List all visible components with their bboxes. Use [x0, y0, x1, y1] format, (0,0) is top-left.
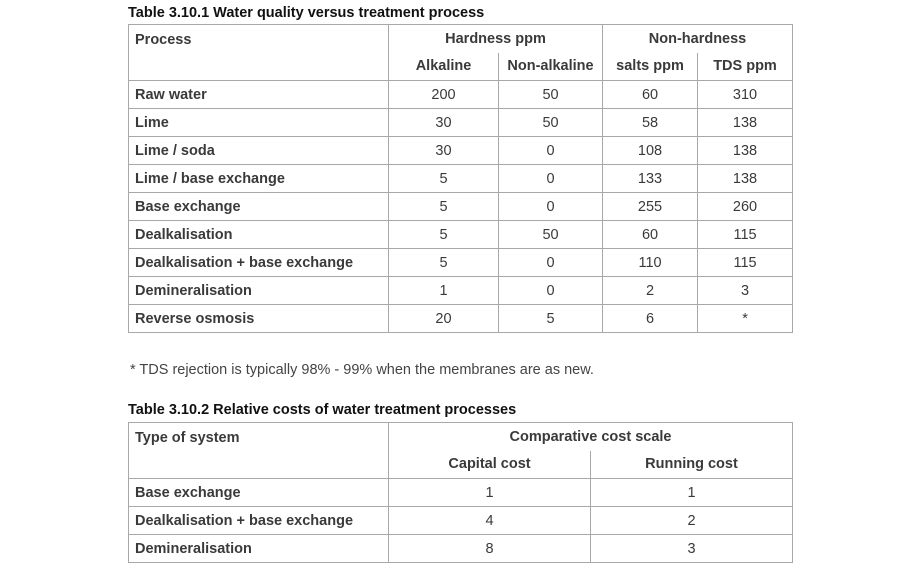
salts-cell: 110	[603, 249, 698, 277]
process-cell: Reverse osmosis	[129, 305, 389, 333]
tds-cell: *	[698, 305, 793, 333]
alkaline-cell: 5	[389, 221, 499, 249]
running-cost-header: Running cost	[591, 451, 793, 479]
table-row	[129, 305, 793, 333]
tds-cell: 260	[698, 193, 793, 221]
system-type-cell: Demineralisation	[129, 535, 389, 563]
table-row	[129, 507, 793, 535]
tds-cell: 138	[698, 165, 793, 193]
alkaline-cell: 200	[389, 81, 499, 109]
table-row	[129, 249, 793, 277]
process-cell: Demineralisation	[129, 277, 389, 305]
non-alkaline-cell: 0	[499, 193, 603, 221]
process-cell: Raw water	[129, 81, 389, 109]
process-cell: Lime / soda	[129, 137, 389, 165]
nonhardness-group-header: Non-hardness	[603, 25, 793, 53]
table-row	[129, 165, 793, 193]
alkaline-cell: 5	[389, 193, 499, 221]
non-alkaline-cell: 50	[499, 81, 603, 109]
capital-cost-header: Capital cost	[389, 451, 591, 479]
tds-cell: 115	[698, 221, 793, 249]
non-alkaline-cell: 50	[499, 221, 603, 249]
type-header: Type of system	[129, 423, 389, 479]
tds-cell: 310	[698, 81, 793, 109]
alkaline-cell: 1	[389, 277, 499, 305]
non-alkaline-cell: 0	[499, 165, 603, 193]
tds-cell: 3	[698, 277, 793, 305]
non-alkaline-header: Non-alkaline	[499, 53, 603, 81]
alkaline-cell: 30	[389, 137, 499, 165]
capital-cost-cell: 1	[389, 479, 591, 507]
salts-cell: 58	[603, 109, 698, 137]
non-alkaline-cell: 0	[499, 137, 603, 165]
salts-header: salts ppm	[603, 53, 698, 81]
non-alkaline-cell: 0	[499, 249, 603, 277]
tds-footnote: * TDS rejection is typically 98% - 99% when the membranes are as new.	[130, 362, 594, 378]
tds-header: TDS ppm	[698, 53, 793, 81]
relative-costs-table	[128, 422, 793, 563]
process-header: Process	[129, 25, 389, 81]
table-row	[129, 277, 793, 305]
alkaline-cell: 5	[389, 249, 499, 277]
salts-cell: 60	[603, 81, 698, 109]
running-cost-cell: 1	[591, 479, 793, 507]
cost-scale-header: Comparative cost scale	[389, 423, 793, 451]
process-cell: Lime / base exchange	[129, 165, 389, 193]
capital-cost-cell: 4	[389, 507, 591, 535]
salts-cell: 108	[603, 137, 698, 165]
process-cell: Lime	[129, 109, 389, 137]
process-cell: Base exchange	[129, 193, 389, 221]
running-cost-cell: 3	[591, 535, 793, 563]
process-cell: Dealkalisation	[129, 221, 389, 249]
table2-caption: Table 3.10.2 Relative costs of water treatment processes	[128, 402, 517, 418]
alkaline-cell: 20	[389, 305, 499, 333]
table2-header-row-1	[129, 423, 793, 451]
non-alkaline-cell: 0	[499, 277, 603, 305]
capital-cost-cell: 8	[389, 535, 591, 563]
table-row	[129, 221, 793, 249]
alkaline-cell: 30	[389, 109, 499, 137]
hardness-group-header: Hardness ppm	[389, 25, 603, 53]
tds-cell: 115	[698, 249, 793, 277]
salts-cell: 6	[603, 305, 698, 333]
salts-cell: 255	[603, 193, 698, 221]
alkaline-header: Alkaline	[389, 53, 499, 81]
process-cell: Dealkalisation + base exchange	[129, 249, 389, 277]
table-row	[129, 479, 793, 507]
table-row	[129, 81, 793, 109]
table-row	[129, 193, 793, 221]
water-quality-table	[128, 24, 793, 333]
salts-cell: 2	[603, 277, 698, 305]
table-row	[129, 109, 793, 137]
running-cost-cell: 2	[591, 507, 793, 535]
system-type-cell: Dealkalisation + base exchange	[129, 507, 389, 535]
table-row	[129, 535, 793, 563]
alkaline-cell: 5	[389, 165, 499, 193]
system-type-cell: Base exchange	[129, 479, 389, 507]
tds-cell: 138	[698, 137, 793, 165]
table1-header-row-1	[129, 25, 793, 53]
table-row	[129, 137, 793, 165]
salts-cell: 133	[603, 165, 698, 193]
non-alkaline-cell: 50	[499, 109, 603, 137]
table1-caption: Table 3.10.1 Water quality versus treatment process	[128, 5, 485, 21]
tds-cell: 138	[698, 109, 793, 137]
non-alkaline-cell: 5	[499, 305, 603, 333]
salts-cell: 60	[603, 221, 698, 249]
